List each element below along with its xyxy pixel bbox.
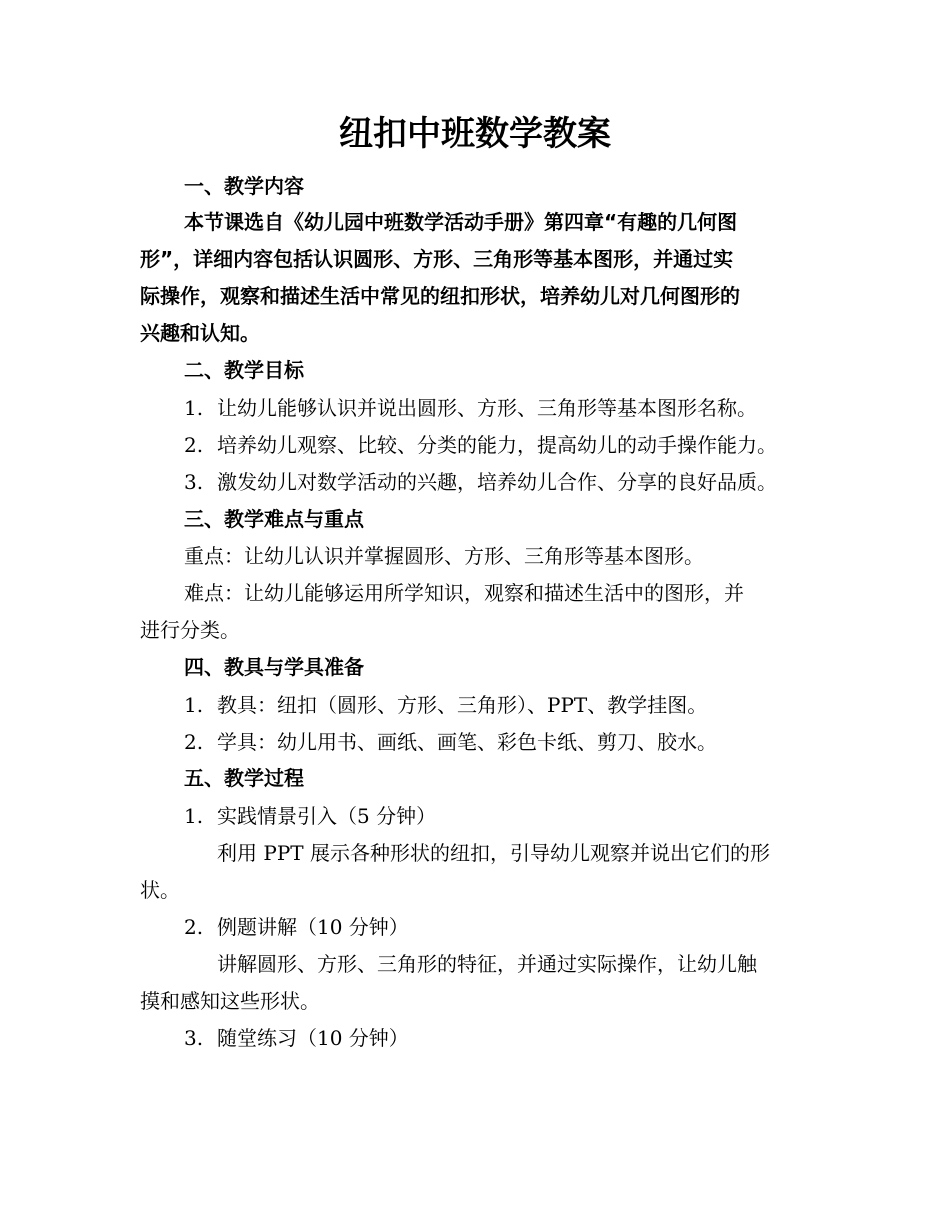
process-step: [184, 1024, 409, 1052]
section-heading-goals: 二、教学目标: [184, 358, 304, 382]
list-item: [184, 691, 707, 719]
difficulty-line-cont: 进行分类。: [140, 618, 240, 642]
document-title: 纽扣中班数学教案: [339, 114, 611, 154]
paragraph-line: 际操作，观察和描述生活中常见的纽扣形状，培养幼儿对几何图形的: [140, 284, 740, 308]
step-title: 例题讲解（10 分钟）: [217, 915, 409, 939]
step-description: 利用 PPT 展示各种形状的纽扣，引导幼儿观察并说出它们的形: [217, 841, 770, 865]
paragraph-line: 兴趣和认知。: [140, 321, 260, 345]
list-text: 让幼儿能够认识并说出圆形、方形、三角形等基本图形名称。: [217, 396, 757, 420]
section-heading-content: 一、教学内容: [184, 174, 304, 198]
section-heading-materials: 四、教具与学具准备: [184, 655, 364, 679]
difficulty-line: 难点：让幼儿能够运用所学知识，观察和描述生活中的图形，并: [184, 581, 744, 605]
list-number: 1.: [184, 396, 204, 420]
list-number: 1.: [184, 693, 204, 717]
section-heading-process: 五、教学过程: [184, 766, 304, 790]
paragraph-line: 本节课选自《幼儿园中班数学活动手册》第四章“有趣的几何图: [184, 210, 738, 234]
list-text: 培养幼儿观察、比较、分类的能力，提高幼儿的动手操作能力。: [217, 433, 777, 457]
list-number: 1.: [184, 804, 204, 828]
list-item: [184, 468, 777, 496]
list-text: 激发幼儿对数学活动的兴趣，培养幼儿合作、分享的良好品质。: [217, 470, 777, 494]
step-title: 随堂练习（10 分钟）: [217, 1026, 409, 1050]
list-text: 教具：纽扣（圆形、方形、三角形）、PPT、教学挂图。: [217, 693, 708, 717]
list-number: 2.: [184, 433, 204, 457]
list-number: 2.: [184, 730, 204, 754]
list-number: 2.: [184, 915, 204, 939]
list-number: 3.: [184, 1026, 204, 1050]
list-text: 学具：幼儿用书、画纸、画笔、彩色卡纸、剪刀、胶水。: [217, 730, 717, 754]
step-description: 讲解圆形、方形、三角形的特征，并通过实际操作，让幼儿触: [217, 952, 757, 976]
list-item: [184, 431, 777, 459]
step-title: 实践情景引入（5 分钟）: [217, 804, 437, 828]
step-description-cont: 状。: [140, 878, 180, 902]
process-step: [184, 802, 436, 830]
list-item: [184, 394, 757, 422]
section-heading-key-points: 三、教学难点与重点: [184, 507, 364, 531]
list-number: 3.: [184, 470, 204, 494]
paragraph-line: 形”，详细内容包括认识圆形、方形、三角形等基本图形，并通过实: [140, 247, 734, 271]
process-step: [184, 913, 409, 941]
step-description-cont: 摸和感知这些形状。: [140, 989, 320, 1013]
focus-line: 重点：让幼儿认识并掌握圆形、方形、三角形等基本图形。: [184, 544, 704, 568]
list-item: [184, 728, 717, 756]
